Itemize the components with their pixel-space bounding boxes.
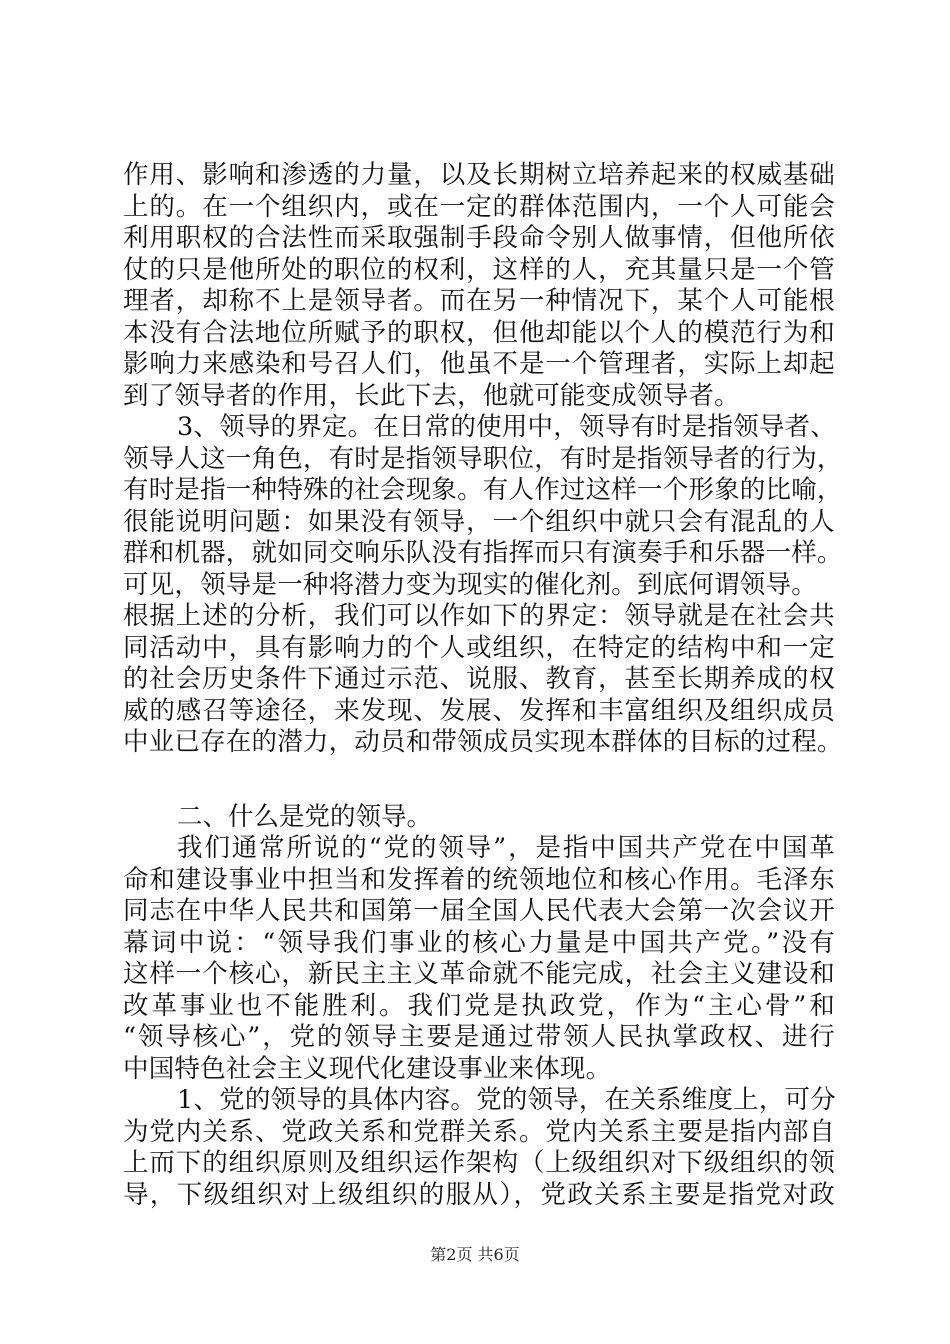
paragraph-line: “领导核心”，党的领导主要是通过带领人民执掌政权、进行: [123, 1022, 835, 1052]
paragraph-line: 同志在中华人民共和国第一届全国人民代表大会第一次会议开: [123, 896, 835, 926]
section-spacer: [123, 759, 835, 802]
paragraph-line: 可见，领导是一种将潜力变为现实的催化剂。到底何谓领导。: [123, 569, 817, 600]
paragraph-line: 群和机器，就如同交响乐队没有指挥而只有演奏手和乐器一样。: [123, 538, 843, 568]
paragraph-line: 中国特色社会主义现代化建设事业来体现。: [123, 1053, 612, 1084]
paragraph-3: [123, 833, 835, 1085]
paragraph-line: 中业已存在的潜力，动员和带领成员实现本群体的目标的过程。: [123, 727, 843, 757]
paragraph-line: 理者，却称不上是领导者。而在另一种情况下，某个人可能根: [123, 286, 835, 316]
paragraph-line: 领导人这一角色，有时是指领导职位，有时是指领导者的行为，: [123, 443, 843, 474]
paragraph-line: 3、领导的界定。在日常的使用中，领导有时是指领导者、: [177, 412, 836, 442]
paragraph-line: 很能说明问题：如果没有领导，一个组织中就只会有混乱的人: [123, 506, 835, 537]
paragraph-line: 威的感召等途径，来发现、发展、发挥和丰富组织及组织成员: [123, 695, 835, 726]
paragraph-line: 上的。在一个组织内，或在一定的群体范围内，一个人可能会: [123, 191, 835, 222]
paragraph-line: 本没有合法地位所赋予的职权，但他却能以个人的模范行为和: [123, 317, 835, 348]
paragraph-line: 影响力来感染和号召人们，他虽不是一个管理者，实际上却起: [123, 349, 835, 379]
paragraph-line: 这样一个核心，新民主主义革命就不能完成，社会主义建设和: [123, 959, 835, 989]
paragraph-line: 我们通常所说的“党的领导”，是指中国共产党在中国革: [177, 833, 835, 863]
paragraph-4: [123, 1085, 835, 1211]
document-body: [123, 160, 843, 1211]
paragraph-line: 幕词中说：“领导我们事业的核心力量是中国共产党。”没有: [123, 927, 835, 958]
paragraph-line: 作用、影响和渗透的力量，以及长期树立培养起来的权威基础: [123, 160, 835, 190]
paragraph-line: 根据上述的分析，我们可以作如下的界定：领导就是在社会共: [123, 601, 835, 631]
paragraph-2: [123, 412, 843, 759]
paragraph-line: 上而下的组织原则及组织运作架构（上级组织对下级组织的领: [123, 1148, 835, 1178]
paragraph-line: 命和建设事业中担当和发挥着的统领地位和核心作用。毛泽东: [123, 864, 835, 895]
paragraph-line: 有时是指一种特殊的社会现象。有人作过这样一个形象的比喻，: [123, 475, 843, 505]
paragraph-line: 的社会历史条件下通过示范、说服、教育，甚至长期养成的权: [123, 664, 835, 694]
paragraph-line: 1、党的领导的具体内容。党的领导，在关系维度上，可分: [177, 1085, 836, 1115]
page-number-footer: 第2页 共6页: [430, 1245, 520, 1264]
paragraph-line: 仗的只是他所处的职位的权利，这样的人，充其量只是一个管: [123, 254, 835, 285]
section-heading: 二、什么是党的领导。: [177, 801, 433, 832]
paragraph-line: 到了领导者的作用，长此下去，他就可能变成领导者。: [123, 380, 740, 411]
paragraph-line: 改革事业也不能胜利。我们党是执政党，作为“主心骨”和: [123, 990, 835, 1021]
paragraph-line: 利用职权的合法性而采取强制手段命令别人做事情，但他所依: [123, 223, 835, 253]
paragraph-1: [123, 160, 835, 412]
paragraph-line: 导，下级组织对上级组织的服从），党政关系主要是指党对政: [123, 1179, 835, 1210]
paragraph-line: 为党内关系、党政关系和党群关系。党内关系主要是指内部自: [123, 1116, 835, 1147]
paragraph-line: 同活动中，具有影响力的个人或组织，在特定的结构中和一定: [123, 632, 835, 663]
